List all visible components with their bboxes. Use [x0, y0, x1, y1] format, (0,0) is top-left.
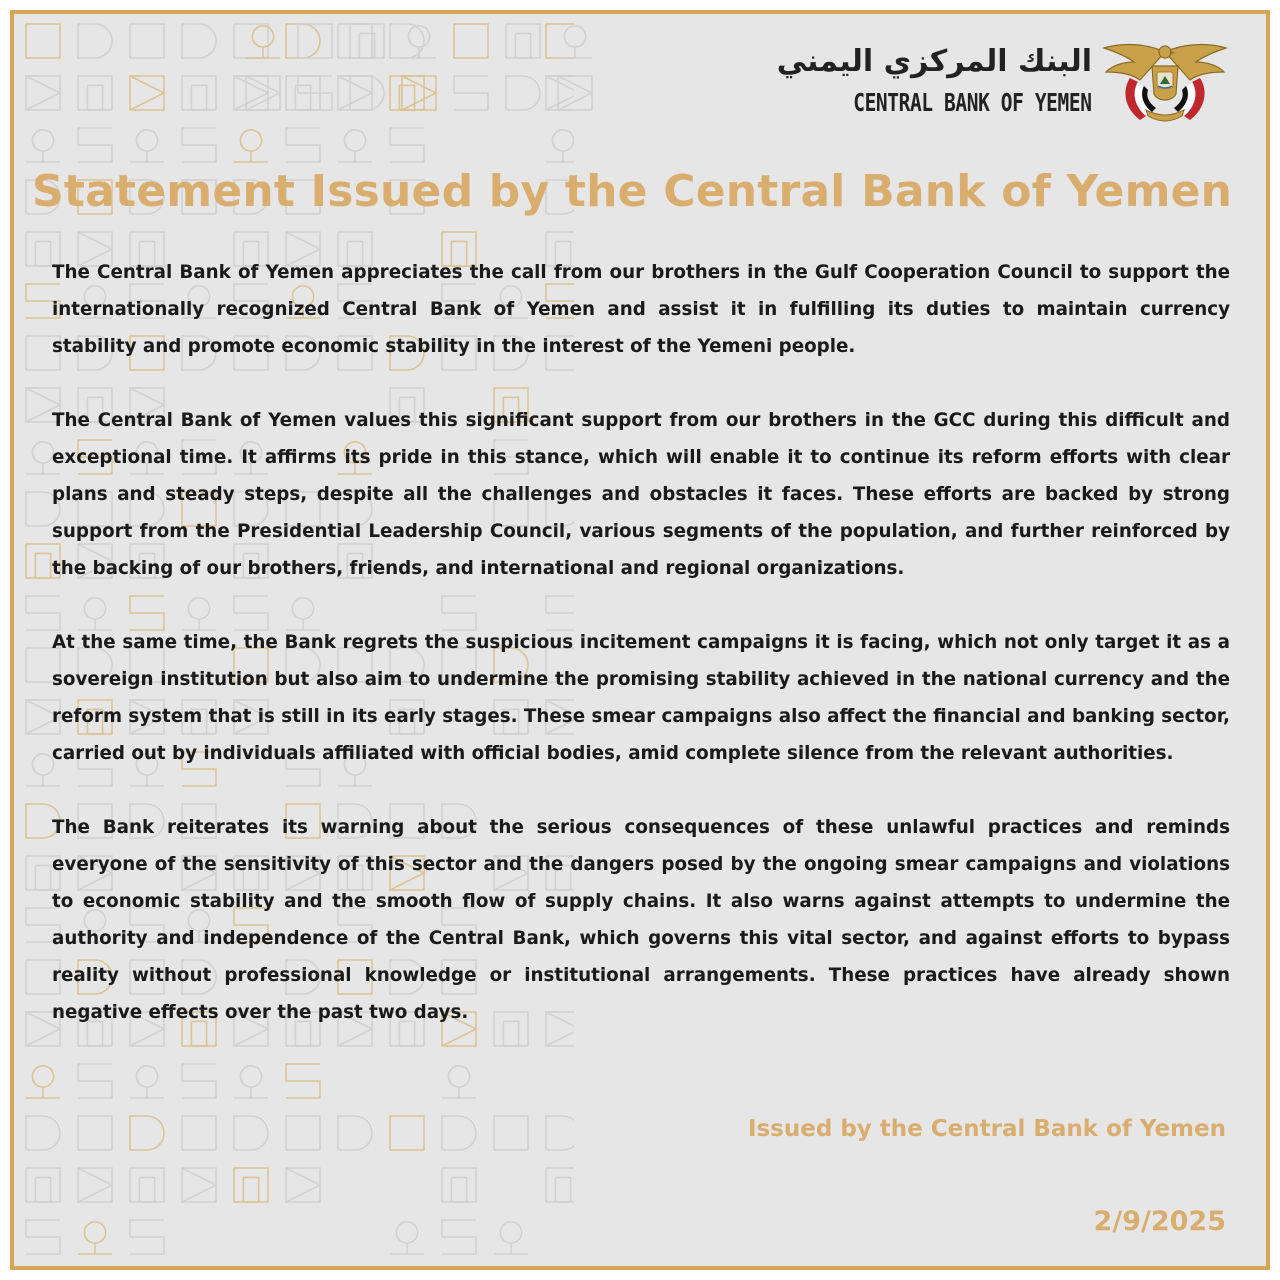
- pattern-cell: [26, 1066, 60, 1098]
- pattern-cell: [234, 1116, 268, 1150]
- paragraph-3: At the same time, the Bank regrets the suspicious incitement campaigns it is facing, which not only target it as a sovereign institution but also aim to undermine the promising stability achieved in the national currency and the reform system that is still in its early stages. These smear campaigns also affect the financial and banking sector, carried out by individuals affiliated with official bodies, amid complete silence from the relevant authorities.: [52, 632, 1230, 764]
- issued-by-signature: Issued by the Central Bank of Yemen: [747, 1116, 1226, 1142]
- pattern-cell: [454, 24, 488, 58]
- pattern-cell: [454, 76, 488, 110]
- pattern-cell: [182, 76, 216, 110]
- pattern-cell: [494, 1222, 528, 1254]
- pattern-cell: [26, 1116, 60, 1150]
- pattern-cell: [558, 76, 592, 110]
- background-geometric-pattern-top: [234, 14, 594, 134]
- pattern-cell: [26, 1168, 60, 1202]
- pattern-cell: [234, 1066, 268, 1098]
- pattern-cell: [402, 76, 436, 110]
- pattern-cell: [338, 130, 372, 162]
- gold-frame: [10, 10, 1270, 1270]
- pattern-cell: [558, 26, 592, 58]
- pattern-cell: [26, 130, 60, 162]
- pattern-cell: [130, 24, 164, 58]
- pattern-cell: [350, 76, 384, 110]
- paragraph-4: The Bank reiterates its warning about the serious consequences of these unlawful practices and reminds everyone of the sensitivity of this sector and the dangers posed by the ongoing smear campaigns and violations to economic stability and the smooth flow of supply chains. It also warns against attempts to undermine the authority and independence of the Central Bank, which governs this vital sector, and against efforts to bypass reality without professional knowledge or institutional arrangements. These practices have already shown negative effects over the past two days.: [52, 817, 1230, 1023]
- pattern-cell: [78, 1168, 112, 1202]
- statement-body: [52, 254, 1230, 1068]
- pattern-cell: [182, 1168, 216, 1202]
- pattern-cell: [494, 1116, 528, 1150]
- pattern-cell: [286, 1064, 320, 1098]
- pattern-cell: [130, 1220, 164, 1254]
- pattern-cell: [546, 1168, 574, 1202]
- statement-title: Statement Issued by the Central Bank of Yemen: [32, 166, 1233, 217]
- pattern-cell: [182, 1116, 216, 1150]
- pattern-cell: [78, 24, 112, 58]
- pattern-cell: [26, 1220, 60, 1254]
- pattern-cell: [546, 1116, 574, 1150]
- statement-date: 2/9/2025: [1093, 1206, 1226, 1237]
- pattern-cell: [286, 1168, 320, 1202]
- pattern-cell: [442, 1220, 476, 1254]
- pattern-cell: [130, 130, 164, 162]
- pattern-cell: [234, 130, 268, 162]
- pattern-cell: [442, 1066, 476, 1098]
- pattern-cell: [130, 1066, 164, 1098]
- pattern-cell: [286, 1116, 320, 1150]
- logo-arabic-name: البنك المركزي اليمني: [776, 44, 1092, 79]
- pattern-cell: [298, 76, 332, 110]
- pattern-cell: [350, 24, 384, 58]
- pattern-cell: [442, 1116, 476, 1150]
- paragraph-2: The Central Bank of Yemen values this significant support from our brothers in the GCC during this difficult and exceptional time. It affirms its pride in this stance, which will enable it to continue its reform efforts with clear plans and steady steps, despite all the challenges and obstacles it faces. These efforts are backed by strong support from the Presidential Leadership Council, various segments of the population, and further reinforced by the backing of our brothers, friends, and international and regional organizations.: [52, 410, 1230, 579]
- pattern-cell: [390, 1116, 424, 1150]
- pattern-cell: [390, 1222, 424, 1254]
- pattern-cell: [338, 1116, 372, 1150]
- pattern-cell: [130, 1168, 164, 1202]
- pattern-cell: [78, 1116, 112, 1150]
- paragraph-1: The Central Bank of Yemen appreciates the call from our brothers in the Gulf Cooperation Council to support the internationally recognized Central Bank of Yemen and assist it in fulfilling its duties to maintain currency stability and promote economic stability in the interest of the Yemeni people.: [52, 262, 1230, 357]
- bank-logo: [776, 38, 1230, 138]
- pattern-cell: [246, 26, 280, 58]
- pattern-cell: [78, 1222, 112, 1254]
- pattern-cell: [130, 1116, 164, 1150]
- pattern-cell: [182, 1064, 216, 1098]
- pattern-cell: [26, 76, 60, 110]
- pattern-cell: [78, 1064, 112, 1098]
- pattern-cell: [506, 24, 540, 58]
- pattern-cell: [130, 76, 164, 110]
- logo-english-name: CENTRAL BANK OF YEMEN: [853, 88, 1092, 117]
- pattern-cell: [234, 1168, 268, 1202]
- pattern-cell: [78, 128, 112, 162]
- pattern-cell: [506, 76, 540, 110]
- yemen-eagle-emblem-icon: [1100, 38, 1230, 130]
- pattern-cell: [78, 76, 112, 110]
- pattern-cell: [402, 26, 436, 58]
- pattern-cell: [182, 128, 216, 162]
- pattern-cell: [26, 24, 60, 58]
- pattern-cell: [182, 24, 216, 58]
- pattern-cell: [246, 76, 280, 110]
- pattern-cell: [546, 130, 574, 162]
- pattern-cell: [298, 24, 332, 58]
- pattern-cell: [442, 1168, 476, 1202]
